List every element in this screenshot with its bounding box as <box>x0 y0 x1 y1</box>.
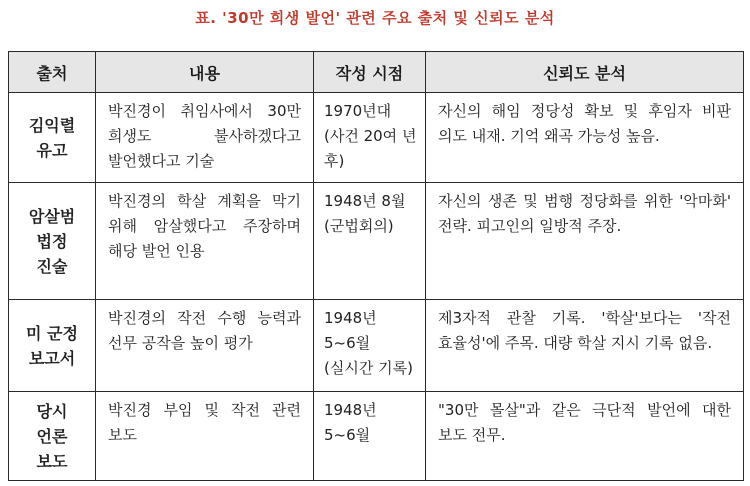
table-row <box>9 93 744 183</box>
date-cell <box>314 93 426 183</box>
content-cell: 박진경의 작전 수행 능력과 선무 공작을 높이 평가 <box>96 300 314 392</box>
analysis-cell: "30만 몰살"과 같은 극단적 발언에 대한 보도 전무. <box>426 392 744 481</box>
analysis-cell: 자신의 생존 및 범행 정당화를 위한 '악마화' 전략. 피고인의 일방적 주장. <box>426 183 744 300</box>
date-cell <box>314 183 426 300</box>
source-cell <box>9 183 96 300</box>
source-text: 암살범 법정 진술 <box>28 206 76 276</box>
analysis-cell: 자신의 해임 정당성 확보 및 후임자 비판 의도 내재. 기억 왜곡 가능성 높음. <box>426 93 744 183</box>
date-text: 1948년 8월 (군법회의) <box>324 192 406 235</box>
source-cell <box>9 300 96 392</box>
date-text: 1948년 5~6월 (실시간 기록) <box>324 309 413 377</box>
header-analysis: 신뢰도 분석 <box>426 52 744 93</box>
date-text: 1948년 5~6월 <box>324 401 377 444</box>
table-row <box>9 392 744 481</box>
date-text: 1970년대 (사건 20여 년 후) <box>324 102 417 170</box>
source-text: 미 군정 보고서 <box>26 323 78 368</box>
analysis-cell: 제3자적 관찰 기록. '학살'보다는 '작전 효율성'에 주목. 대량 학살 지시 기록 없음. <box>426 300 744 392</box>
source-text: 당시 언론 보도 <box>36 401 68 471</box>
source-cell <box>9 392 96 481</box>
source-reliability-table <box>8 51 744 481</box>
table-row <box>9 300 744 392</box>
source-cell <box>9 93 96 183</box>
header-content: 내용 <box>96 52 314 93</box>
content-cell: 박진경의 학살 계획을 막기 위해 암살했다고 주장하며 해당 발언 인용 <box>96 183 314 300</box>
content-cell: 박진경 부임 및 작전 관련 보도 <box>96 392 314 481</box>
table-title: 표. '30만 희생 발언' 관련 주요 출처 및 신뢰도 분석 <box>195 9 555 27</box>
date-cell <box>314 300 426 392</box>
content-cell: 박진경이 취임사에서 30만 희생도 불사하겠다고 발언했다고 기술 <box>96 93 314 183</box>
source-text: 김익렬 유고 <box>28 115 76 160</box>
header-source: 출처 <box>9 52 96 93</box>
header-row <box>9 52 744 93</box>
header-date: 작성 시점 <box>314 52 426 93</box>
date-cell <box>314 392 426 481</box>
table-row <box>9 183 744 300</box>
